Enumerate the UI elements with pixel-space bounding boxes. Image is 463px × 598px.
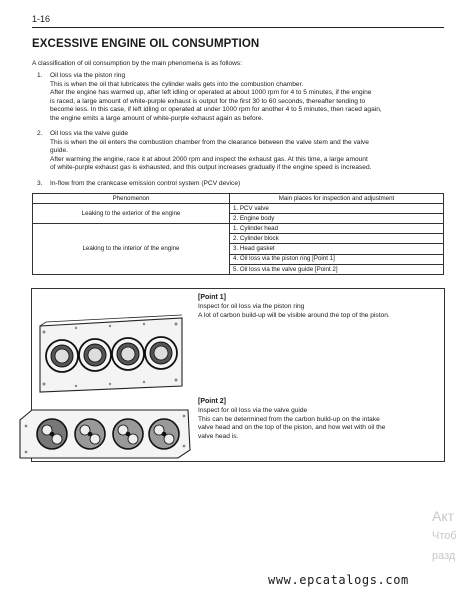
table-cell-place: 5. Oil loss via the valve guide [Point 2] (230, 264, 444, 274)
table-header-places: Main places for inspection and adjustment (230, 194, 444, 204)
faded-overlay-text: Чтоб (432, 530, 457, 542)
table-cell-place: 3. Head gasket (230, 244, 444, 254)
item-3-number: 3. (37, 180, 43, 187)
header-rule (32, 27, 444, 28)
table-cell-place: 1. PCV valve (230, 204, 444, 214)
intro-text: A classification of oil consumption by the main phenomena is as follows: (32, 60, 243, 67)
page-number: 1-16 (32, 14, 51, 24)
table-cell-phenomenon: Leaking to the interior of the engine (33, 224, 230, 274)
table-cell-place: 2. Engine body (230, 214, 444, 224)
table-cell-place: 1. Cylinder head (230, 224, 444, 234)
page-title: EXCESSIVE ENGINE OIL CONSUMPTION (32, 38, 260, 50)
item-1-line: After the engine has warmed up, after left idling or operated at about 1000 rpm for 4 to 5 minutes, if the engine (50, 89, 372, 96)
item-1-line: This is when the oil that lubricates the cylinder walls gets into the combustion chamber. (50, 80, 304, 88)
watermark-url: www.epcatalogs.com (268, 573, 409, 587)
table-header-phenomenon: Phenomenon (33, 194, 230, 204)
cylinder-block-illustration (36, 314, 188, 396)
item-1-line: is raced, a large amount of white-purple exhaust is output for the first 30 to 60 seconds, thereafter tending to (50, 97, 366, 105)
item-2-line: guide. (50, 147, 68, 154)
point-1-line: A lot of carbon build-up will be visible around the top of the piston. (198, 311, 390, 319)
item-1-number: 1. (37, 72, 43, 79)
point-2-line: valve head is. (198, 432, 239, 440)
point-1-title: [Point 1] (198, 294, 226, 301)
point-1-line: Inspect for oil loss via the piston ring (198, 303, 305, 310)
cylinder-head-illustration (18, 406, 194, 460)
item-2-heading: Oil loss via the valve guide (50, 130, 129, 137)
item-3-heading: In-flow from the crankcase emission control system (PCV device) (50, 180, 241, 187)
item-2-number: 2. (37, 130, 43, 137)
item-1-heading: Oil loss via the piston ring (50, 72, 126, 79)
item-2-line: After warming the engine, race it at about 2000 rpm and inspect the exhaust gas. At this time, a large amount (50, 155, 368, 163)
faded-overlay-text: разд (432, 550, 456, 562)
table-cell-place: 4. Oil loss via the piston ring [Point 1] (230, 254, 444, 264)
table-cell-phenomenon: Leaking to the exterior of the engine (33, 204, 230, 224)
table-header-row (33, 194, 444, 204)
item-2-line: of white-purple exhaust gas is exhausted, and this output increases gradually if the engine speed is increased. (50, 164, 372, 171)
faded-overlay-text: Акт (432, 508, 455, 524)
table-row (33, 224, 444, 234)
point-2-line: This can be determined from the carbon build-up on the intake (198, 415, 380, 423)
table-cell-place: 2. Cylinder block (230, 234, 444, 244)
point-2-line: Inspect for oil loss via the valve guide (198, 407, 308, 414)
inspection-table (32, 193, 444, 275)
point-2-title: [Point 2] (198, 398, 226, 405)
item-1-line: the engine emits a large amount of white-purple exhaust again as before. (50, 114, 264, 122)
table-row (33, 204, 444, 214)
item-1-line: become less. In this case, if left idling or operated at under 1000 rpm for another 4 to 5 minutes, then raced again, (50, 106, 382, 113)
point-2-line: valve head and on the top of the piston, and how wet with oil the (198, 424, 386, 431)
item-2-line: This is when the oil enters the combustion chamber from the clearance between the valve stem and the valve (50, 138, 369, 146)
